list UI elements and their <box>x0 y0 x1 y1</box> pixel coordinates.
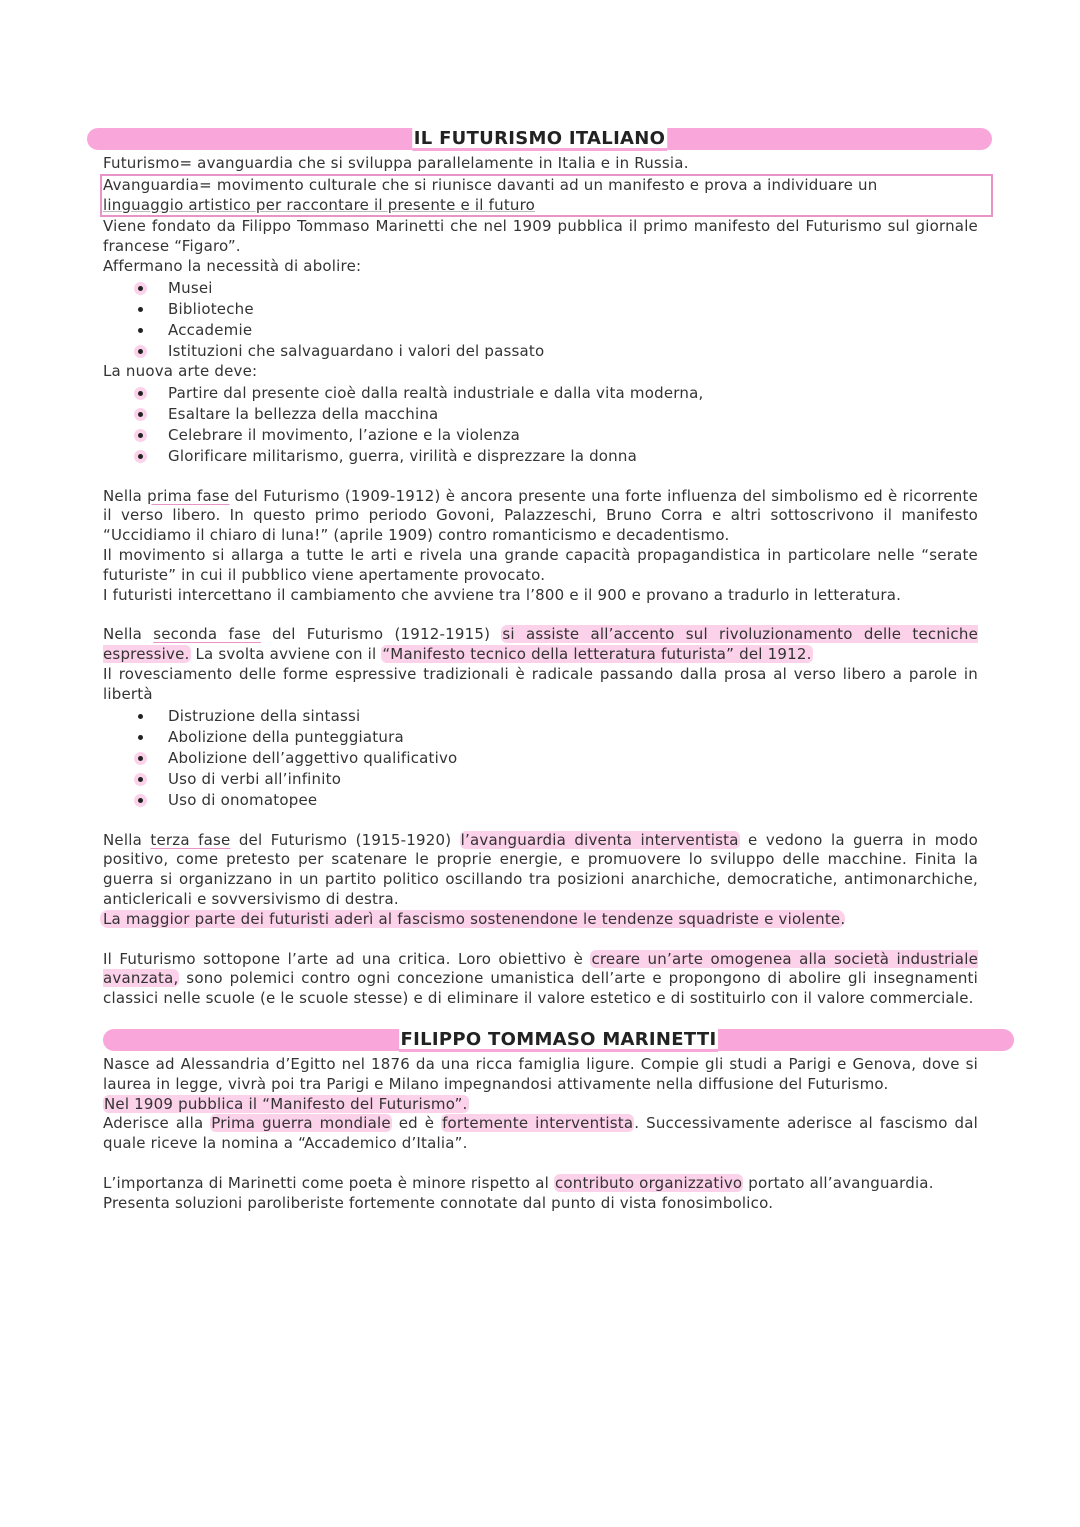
bullet-icon <box>134 731 147 744</box>
paragraph-intercettano: I futuristi intercettano il cambiamento che avviene tra l’800 e il 900 e provano a tradurlo in letteratura. <box>103 585 902 604</box>
list-item: Accademie <box>103 320 978 341</box>
list-abolire <box>103 278 978 362</box>
paragraph-manifesto: Nel 1909 pubblica il “Manifesto del Futurismo”. <box>104 1094 468 1113</box>
paragraph-seconda-fase: Nella seconda fase del Futurismo (1912-1915) si assiste all’accento sul rivoluzionamento delle tecniche espressive. La svolta avviene con il “Manifesto tecnico della letteratura futurista” del 1912. <box>103 625 978 664</box>
bullet-icon <box>134 752 147 765</box>
paragraph-arte-intro: La nuova arte deve: <box>103 361 258 380</box>
paragraph-serate-futuriste: Il movimento si allarga a tutte le arti e rivela una grande capacità propagandistica in particolare nelle “serate futuriste” in cui il pubblico viene apertamente provocato. <box>103 545 978 584</box>
paragraph-interventista: Aderisce alla Prima guerra mondiale ed è fortemente interventista. Successivamente aderisce al fascismo dal quale riceve la nomina a “Accademico d’Italia”. <box>103 1114 979 1153</box>
list-item: Abolizione della punteggiatura <box>103 727 978 748</box>
definition-avanguardia-box <box>100 174 993 218</box>
bullet-icon <box>134 282 147 295</box>
list-item: Partire dal presente cioè dalla realtà industriale e dalla vita moderna, <box>103 383 978 404</box>
definition-futurismo: Futurismo= avanguardia che si sviluppa parallelamente in Italia e in Russia. <box>103 154 689 172</box>
paragraph-rovesciamento: Il rovesciamento delle forme espressive tradizionali è radicale passando dalla prosa al verso libero a parole in libertà <box>103 664 978 703</box>
definition-avanguardia-line1: Avanguardia= movimento culturale che si riunisce davanti ad un manifesto e prova a individuare un <box>103 175 878 194</box>
bullet-icon <box>134 345 147 358</box>
paragraph-terza-fase: Nella terza fase del Futurismo (1915-1920) l’avanguardia diventa interventista e vedono la guerra in modo positivo, come pretesto per scatenare le proprie energie, e promuovere lo sviluppo delle macchine. Finita la guerra si organizzano in un partito politico oscillando tra posizioni anarchiche, democratiche, antimonarchiche, anticlericali e sovversivismo di destra. <box>103 830 978 908</box>
list-item: Esaltare la bellezza della macchina <box>103 404 978 425</box>
paragraph-critica: Il Futurismo sottopone l’arte ad una critica. Loro obiettivo è creare un’arte omogenea alla società industriale avanzata, sono polemici contro ogni concezione umanistica dell’arte e propongono di abolire gli insegnamenti classici nelle scuole (e le scuole stesse) e di eliminare il valore estetico e di sostituirlo con il valore commerciale. <box>103 949 978 1008</box>
list-nuova-arte <box>103 383 978 467</box>
bullet-icon <box>134 387 147 400</box>
section-title-bar <box>87 128 992 150</box>
list-item: Musei <box>103 278 978 299</box>
list-item: Abolizione dell’aggettivo qualificativo <box>103 748 978 769</box>
list-item: Glorificare militarismo, guerra, virilità e disprezzare la donna <box>103 446 978 467</box>
paragraph-fascismo: La maggior parte dei futuristi aderì al fascismo sostenendone le tendenze squadriste e violente. <box>103 910 978 930</box>
paragraph-importanza: L’importanza di Marinetti come poeta è minore rispetto al contributo organizzativo portato all’avanguardia. <box>103 1173 934 1192</box>
bullet-icon <box>134 324 147 337</box>
paragraph-prima-fase: Nella prima fase del Futurismo (1909-1912) è ancora presente una forte influenza del simbolismo ed è ricorrente il verso libero. In questo primo periodo Govoni, Palazzeschi, Bruno Corra e altri sottoscrivono il manifesto “Uccidiamo il chiaro di luna!” (aprile 1909) contro romanticismo e decadentismo. <box>103 486 978 545</box>
list-item: Uso di verbi all’infinito <box>103 769 978 790</box>
paragraph-fondazione: Viene fondato da Filippo Tommaso Marinetti che nel 1909 pubblica il primo manifesto del Futurismo sul giornale francese “Figaro”. <box>103 217 978 256</box>
bullet-icon <box>134 429 147 442</box>
document-page <box>103 128 978 1214</box>
bullet-icon <box>134 773 147 786</box>
list-item: Distruzione della sintassi <box>103 706 978 727</box>
bullet-icon <box>134 450 147 463</box>
list-item: Istituzioni che salvaguardano i valori del passato <box>103 341 978 362</box>
definition-avanguardia-line2: linguaggio artistico per raccontare il presente e il futuro <box>103 195 536 214</box>
section-title-marinetti: FILIPPO TOMMASO MARINETTI <box>400 1028 717 1050</box>
list-tecniche <box>103 706 978 811</box>
paragraph-paroliberiste: Presenta soluzioni paroliberiste fortemente connotate dal punto di vista fonosimbolico. <box>103 1193 774 1212</box>
bullet-icon <box>134 794 147 807</box>
section-title-bar <box>103 1029 1014 1051</box>
paragraph-abolire-intro: Affermano la necessità di abolire: <box>103 256 362 275</box>
bullet-icon <box>134 303 147 316</box>
paragraph-biografia: Nasce ad Alessandria d’Egitto nel 1876 da una ricca famiglia ligure. Compie gli studi a Parigi e Genova, dove si laurea in legge, vivrà poi tra Parigi e Milano impegnandosi attivamente nella diffusione del Futurismo. <box>103 1054 978 1093</box>
list-item: Celebrare il movimento, l’azione e la violenza <box>103 425 978 446</box>
bullet-icon <box>134 710 147 723</box>
list-item: Uso di onomatopee <box>103 790 978 811</box>
section-title-futurismo: IL FUTURISMO ITALIANO <box>413 128 666 149</box>
list-item: Biblioteche <box>103 299 978 320</box>
bullet-icon <box>134 408 147 421</box>
